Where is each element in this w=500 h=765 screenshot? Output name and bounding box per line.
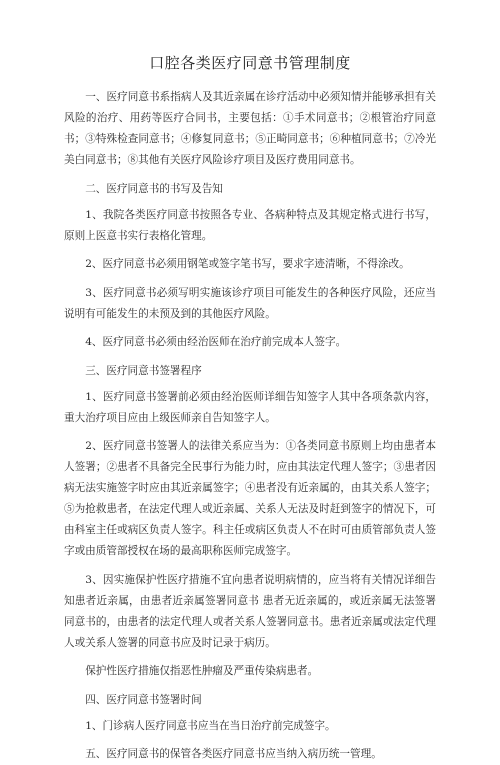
paragraph-3-1: 1、医疗同意书签署前必须由经治医师详细告知签字人其中各项条款内容，重大治疗项目应由上级医师亲自告知签字人。 [64,390,436,424]
paragraph-3-2: 2、医疗同意书签署人的法律关系应当为：①各类同意书原则上均由患者本人签署；②患者不具备完全民事行为能力时，应由其法定代理人签字；③患者因病无法实施签字时应由其近亲属签字；④患者没有近亲属的，由其关系人签字；⑤为抢救患者，在法定代理人或近亲属、关系人无法及时赶到签字的情况下，可由科室主任或病区负责人签字。科主任或病区负责人不在时可由质管部负责人签字或由质管部授权在场的最高职称医师完成签字。 [64,440,436,557]
paragraph-2-4: 4、医疗同意书必须由经治医师在治疗前完成本人签字。 [85,336,347,348]
document-title: 口腔各类医疗同意书管理制度 [149,54,351,72]
paragraph-3-note: 保护性医疗措施仅指恶性肿瘤及严重传染病患者。 [85,665,319,677]
paragraph-3-3: 3、因实施保护性医疗措施不宜向患者说明病情的，应当将有关情况详细告知患者近亲属，由患者近亲属签署同意书 患者无近亲属的，或近亲属无法签署同意书的，由患者的法定代理人或者关系人签署同意书。患者近亲属或法定代理人或关系人签署的同意书应及时记录于病历。 [64,573,436,649]
section-1-definition: 一、医疗同意书系指病人及其近亲属在诊疗活动中必须知情并能够承担有关风险的治疗、用药等医疗合同书，主要包括：①手术同意书；②根管治疗同意书；③特殊检查同意书；④修复同意书；⑤正畸同意书；⑥种植同意书；⑦冷光美白同意书；⑧其他有关医疗风险诊疗项目及医疗费用同意书。 [64,91,436,166]
section-5-storage: 五、医疗同意书的保管各类医疗同意书应当纳入病历统一管理。 [85,748,382,760]
paragraph-2-1: 1、我院各类医疗同意书按照各专业、各病种特点及其规定格式进行书写，原则上医意书实行表格化管理。 [64,208,436,242]
paragraph-4-1: 1、门诊病人医疗同意书应当在当日治疗前完成签字。 [85,719,336,732]
document-body [64,87,436,765]
paragraph-2-3: 3、医疗同意书必须写明实施该诊疗项目可能发生的各种医疗风险，还应当说明有可能发生的未预及到的其他医疗风险。 [64,286,436,320]
section-2-heading: 二、医疗同意书的书写及告知 [85,182,223,195]
section-4-heading: 四、医疗同意书签署时间 [85,693,202,706]
paragraph-2-2: 2、医疗同意书必须用钢笔或签字笔书写，要求字迹清晰，不得涂改。 [85,258,410,270]
section-3-heading: 三、医疗同意书签署程序 [85,364,202,377]
